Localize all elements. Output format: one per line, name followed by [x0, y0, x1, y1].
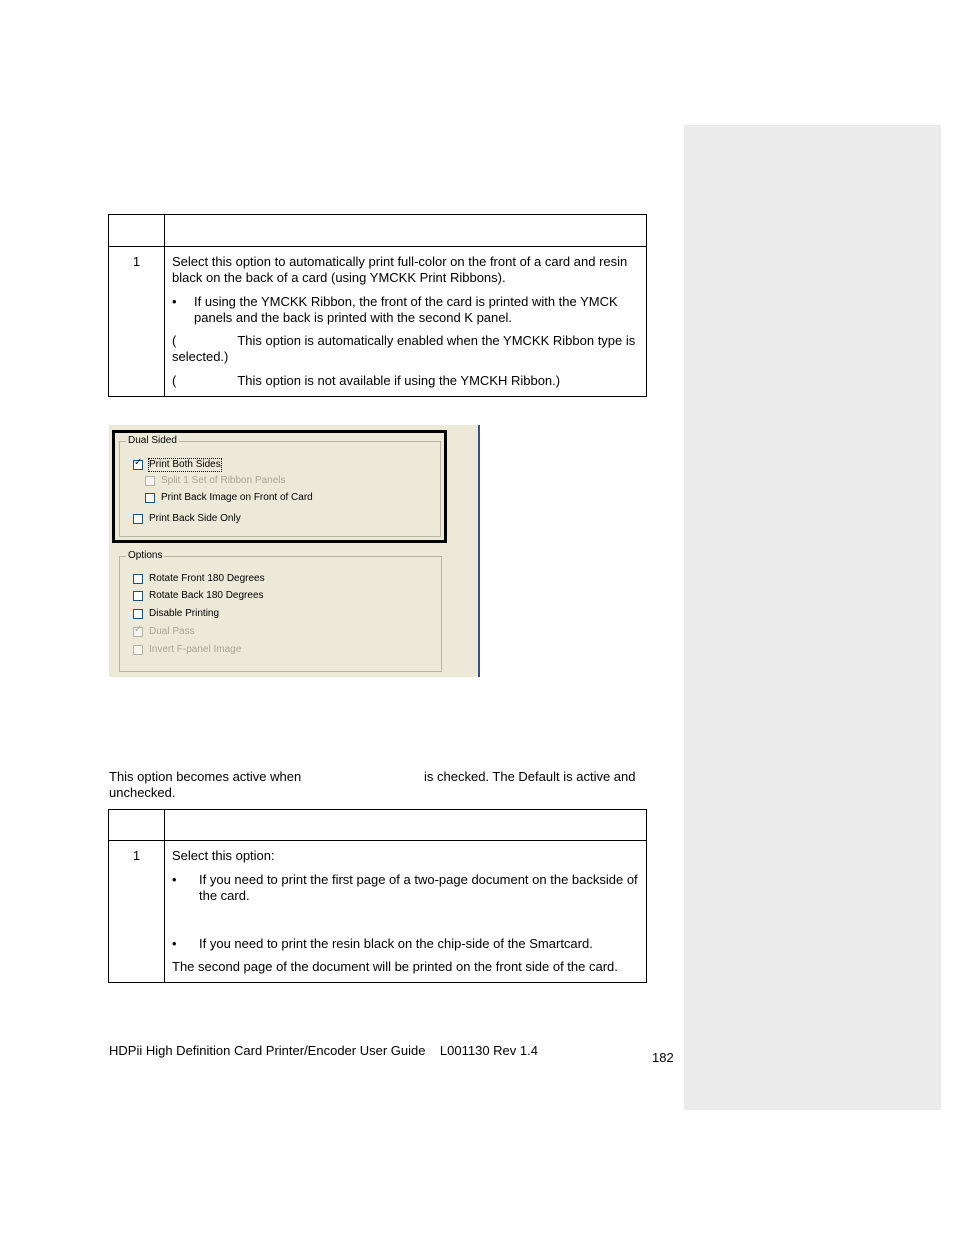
step-number: 1 [109, 841, 165, 983]
rotate-front-180-checkbox[interactable] [133, 573, 265, 585]
header-procedure-cell [165, 215, 647, 247]
bullet-text: If using the YMCKK Ribbon, the front of the card is printed with the YMCK panels and the back is printed with the second K panel. [194, 294, 618, 325]
list-item [172, 294, 640, 326]
checkbox-box[interactable] [145, 493, 155, 503]
step-intro: Select this option: [172, 848, 275, 863]
step-closing: The second page of the document will be printed on the front side of the card. [172, 959, 618, 974]
steps-table-print-both-sides [108, 214, 647, 397]
note-text: This option is automatically enabled when the YMCKK Ribbon type is selected.) [172, 333, 636, 364]
checkbox-label: Print Back Side Only [149, 513, 241, 524]
checkbox-box[interactable] [145, 476, 155, 486]
checkbox-box[interactable] [133, 457, 143, 470]
header-step-cell [109, 810, 165, 841]
checkbox-box[interactable] [133, 574, 143, 584]
options-legend: Options [128, 550, 163, 561]
table-header-row [109, 215, 647, 247]
note-auto-enabled [172, 333, 640, 365]
table-header-row [109, 810, 647, 841]
list-item [172, 872, 640, 904]
checkbox-label: Print Back Image on Front of Card [161, 492, 313, 503]
checkbox-box[interactable] [133, 609, 143, 619]
list-item [172, 936, 640, 952]
checkbox-label: Invert F-panel Image [149, 644, 242, 655]
note-paren: ( [172, 373, 177, 388]
footer-guide-title: HDPii High Definition Card Printer/Encoder User Guide L001130 Rev 1.4 [109, 1043, 538, 1058]
body-text-line2: unchecked. [109, 785, 176, 800]
bullet-text: If you need to print the first page of a two-page document on the backside of the card. [199, 872, 638, 903]
page-number: 182 [652, 1050, 674, 1065]
checkbox-label: Disable Printing [149, 608, 220, 619]
print-back-side-only-checkbox[interactable] [133, 513, 241, 525]
bullet-text: If you need to print the resin black on the chip-side of the Smartcard. [199, 936, 593, 951]
checkbox-box[interactable] [133, 645, 143, 655]
print-back-image-on-front-checkbox[interactable] [145, 492, 313, 504]
bullet-icon: • [172, 872, 177, 887]
step-intro: Select this option to automatically print full-color on the front of a card and resin black on the back of a card (using YMCKK Print Ribbons). [172, 254, 628, 285]
check-icon: ✓ [134, 457, 143, 468]
dual-pass-checkbox[interactable] [133, 626, 195, 638]
bullet-icon: • [172, 294, 177, 309]
checkbox-box[interactable] [133, 514, 143, 524]
checkbox-label: Print Both Sides [149, 459, 221, 470]
rotate-back-180-checkbox[interactable] [133, 590, 264, 602]
check-icon: ✓ [134, 624, 143, 635]
step-number: 1 [109, 247, 165, 397]
body-text-end: is checked. The Default is active and [424, 769, 636, 784]
option-description [109, 769, 649, 801]
note-paren: ( [172, 333, 177, 348]
steps-table-back-image [108, 809, 647, 983]
checkbox-box[interactable] [133, 591, 143, 601]
comment-sidebar [684, 125, 941, 1110]
dialog-screenshot [109, 425, 480, 677]
checkbox-label: Split 1 Set of Ribbon Panels [161, 475, 286, 486]
table-row [109, 841, 647, 983]
checkbox-box[interactable] [133, 624, 143, 637]
body-text-start: This option becomes active when [109, 769, 302, 784]
header-step-cell [109, 215, 165, 247]
note-text: This option is not available if using the YMCKH Ribbon.) [237, 373, 561, 388]
disable-printing-checkbox[interactable] [133, 608, 219, 620]
bullet-icon: • [172, 936, 177, 951]
invert-f-panel-checkbox[interactable] [133, 644, 241, 656]
note-not-available [172, 373, 640, 389]
checkbox-label: Rotate Back 180 Degrees [149, 590, 264, 601]
checkbox-label: Rotate Front 180 Degrees [149, 573, 265, 584]
print-both-sides-checkbox[interactable] [133, 459, 221, 471]
header-procedure-cell [165, 810, 647, 841]
table-row [109, 247, 647, 397]
step-description [165, 247, 647, 397]
dual-sided-legend: Dual Sided [128, 435, 177, 446]
window-edge [478, 425, 480, 677]
checkbox-label: Dual Pass [149, 626, 195, 637]
split-ribbon-panels-checkbox[interactable] [145, 475, 286, 487]
step-description [165, 841, 647, 983]
